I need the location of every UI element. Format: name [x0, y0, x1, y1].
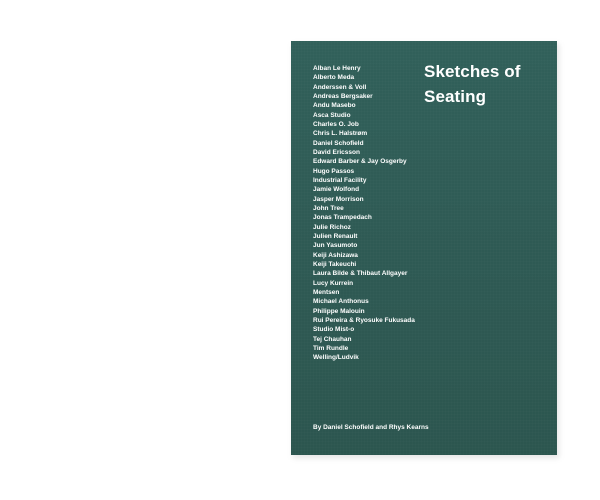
contributor-name: John Tree: [313, 204, 344, 212]
contributor-name: Philippe Malouin: [313, 307, 365, 315]
contributor-name: Charles O. Job: [313, 120, 359, 128]
book-cover: [291, 41, 557, 455]
contributor-name: Daniel Schofield: [313, 139, 364, 147]
contributor-name: Edward Barber & Jay Osgerby: [313, 158, 407, 166]
book-title-line-1: Sketches of: [424, 62, 521, 81]
contributor-name: Anderssen & Voll: [313, 83, 367, 91]
contributor-name: Industrial Facility: [313, 176, 367, 184]
contributor-name: Jonas Trampedach: [313, 214, 372, 222]
contributor-name: Jun Yasumoto: [313, 242, 358, 250]
contributor-name: Michael Anthonus: [313, 298, 369, 306]
book-title: [424, 59, 521, 109]
contributor-name: Tej Chauhan: [313, 335, 352, 343]
contributor-name: Keiji Ashizawa: [313, 251, 358, 259]
contributor-name: Andreas Bergsaker: [313, 92, 373, 100]
contributor-name: Keiji Takeuchi: [313, 260, 357, 268]
contributor-name: Rui Pereira & Ryosuke Fukusada: [313, 316, 415, 324]
book-byline: By Daniel Schofield and Rhys Kearns: [313, 424, 429, 431]
contributor-name: Mentsen: [313, 288, 340, 296]
contributor-name: Laura Bilde & Thibaut Allgayer: [313, 270, 408, 278]
contributor-name: Chris L. Halstrøm: [313, 130, 368, 138]
contributor-name: Hugo Passos: [313, 167, 355, 175]
contributor-name: Jamie Wolfond: [313, 186, 360, 194]
contributor-name: Asca Studio: [313, 111, 351, 119]
contributor-name: Alberto Meda: [313, 74, 355, 82]
contributor-name: Alban Le Henry: [313, 65, 361, 72]
contributor-name: Studio Mist-o: [313, 326, 355, 334]
contributor-name: Jasper Morrison: [313, 195, 364, 203]
contributor-name: Lucy Kurrein: [313, 279, 354, 287]
contributor-name: Julien Renault: [313, 232, 358, 240]
contributor-name: Julie Richoz: [313, 223, 351, 231]
contributor-name: Tim Rundle: [313, 344, 349, 352]
contributor-list: [313, 64, 415, 363]
book-title-line-2: Seating: [424, 87, 487, 106]
contributor-name: Welling/Ludvik: [313, 354, 359, 362]
contributor-name: Andu Masebo: [313, 102, 356, 110]
contributor-name: David Ericsson: [313, 148, 360, 156]
